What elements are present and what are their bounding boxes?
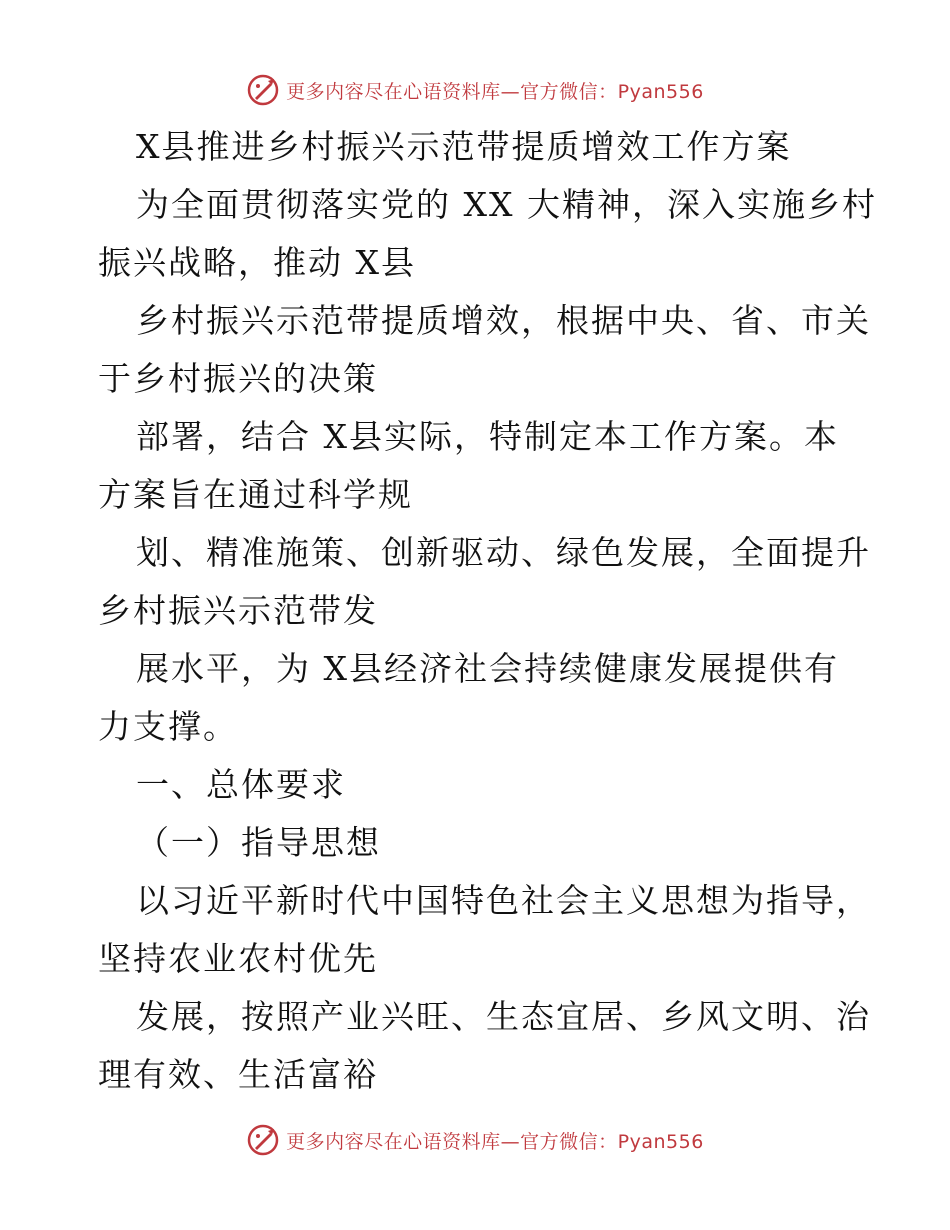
watermark-text: 更多内容尽在心语资料库—官方微信：Pyan556 — [286, 1130, 704, 1153]
document-line: 方案旨在通过科学规 — [98, 475, 413, 514]
document-line: 理有效、生活富裕 — [98, 1055, 378, 1094]
document-line: 发展，按照产业兴旺、生态宜居、乡风文明、治 — [136, 997, 871, 1036]
document-line: 乡村振兴示范带发 — [98, 591, 378, 630]
header-watermark — [0, 70, 950, 110]
document-line: 展水平，为 X县经济社会持续健康发展提供有 — [136, 649, 839, 688]
document-line: X县推进乡村振兴示范带提质增效工作方案 — [136, 127, 792, 166]
document-line: 部署，结合 X县实际，特制定本工作方案。本 — [136, 417, 839, 456]
document-line: 为全面贯彻落实党的 XX 大精神，深入实施乡村 — [136, 185, 877, 224]
document-line: 振兴战略，推动 X县 — [98, 243, 416, 282]
document-body — [98, 118, 877, 1104]
document-line: 于乡村振兴的决策 — [98, 359, 378, 398]
document-line: 以习近平新时代中国特色社会主义思想为指导， — [136, 881, 871, 920]
quill-pen-logo-icon — [246, 73, 280, 107]
document-line: （一）指导思想 — [136, 823, 381, 862]
footer-watermark — [0, 1120, 950, 1160]
document-line: 坚持农业农村优先 — [98, 939, 378, 978]
watermark-text: 更多内容尽在心语资料库—官方微信：Pyan556 — [286, 80, 704, 103]
document-line: 一、总体要求 — [136, 765, 346, 804]
document-line: 乡村振兴示范带提质增效，根据中央、省、市关 — [136, 301, 871, 340]
document-line: 划、精准施策、创新驱动、绿色发展，全面提升 — [136, 533, 871, 572]
document-line: 力支撑。 — [98, 707, 238, 746]
quill-pen-logo-icon — [246, 1123, 280, 1157]
